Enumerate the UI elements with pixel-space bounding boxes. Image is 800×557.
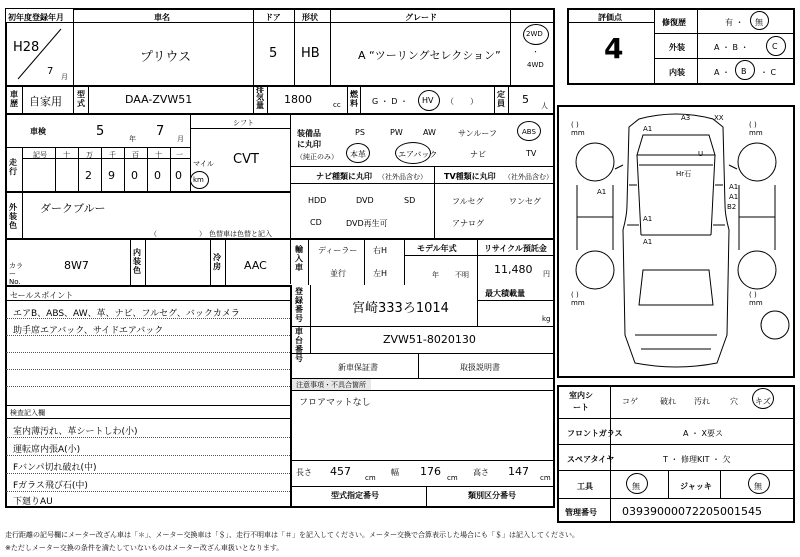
displacement-label: 排気量	[256, 85, 264, 110]
capacity-label: 定員	[497, 90, 505, 108]
fuel-options: G ・ D ・	[372, 97, 408, 106]
spare-tire-label: スペアタイヤ	[567, 455, 615, 464]
footer-note: 走行距離の記号欄にメーター改ざん車は「＊」、メーター交換車は「＄」、走行不明車は「＃」を記入してください。メーター交換で合算表示した場合にも「＄」は記入してください。	[5, 531, 579, 539]
tv-type-header: TV種類に丸印	[444, 172, 496, 181]
recycle-fee-unit: 円	[543, 270, 550, 278]
equipment-navi: ナビ	[470, 150, 486, 159]
tv-oneseg: ワンセグ	[509, 197, 541, 206]
score-label: 評価点	[598, 13, 622, 22]
navi-type-header: ナビ種類に丸印	[316, 172, 372, 181]
length-label: 長さ	[296, 468, 312, 477]
svg-text:mm: mm	[571, 299, 585, 307]
mileage-digit: 2	[85, 169, 92, 182]
length-unit: cm	[365, 474, 376, 482]
equipment-aw: AW	[423, 128, 436, 137]
drive-separator: ・	[532, 48, 539, 56]
shape-label: 形状	[302, 13, 318, 22]
svg-text:( ): ( )	[749, 291, 757, 299]
model-code-label: 型式	[77, 90, 85, 108]
exterior-options: A ・ B ・	[714, 43, 749, 52]
seat-selected: キズ	[755, 397, 771, 406]
navi-dvd-playback: DVD再生可	[346, 219, 388, 228]
first-registration-era-year: H28	[13, 40, 40, 55]
mileage-header-100k: 十	[63, 151, 70, 159]
repair-selected: 無	[755, 18, 763, 27]
equipment-sunroof: サンルーフ	[458, 129, 497, 138]
interior-color-label: 内装色	[133, 248, 141, 275]
sales-point-line: 助手席エアバック、サイドエアバック	[13, 326, 164, 336]
diagram-mark: Hr石	[676, 170, 692, 178]
score-value: 4	[604, 32, 624, 65]
inspector-note-line: 下廻りAU	[13, 497, 53, 507]
equipment-label-sub: （純正のみ）	[296, 153, 338, 161]
displacement-unit: cc	[333, 101, 341, 109]
max-load-unit: kg	[542, 315, 551, 323]
interior-grade-label: 内装	[669, 68, 685, 77]
air-conditioner-value: AAC	[244, 259, 267, 272]
tools-value: 無	[632, 482, 640, 491]
inspector-note-line: 運転席内張A(小)	[13, 445, 81, 455]
diagram-mark: B2	[727, 203, 737, 211]
height-unit: cm	[540, 474, 551, 482]
footer-note: ※ただしメーター交換の条件を満たしていないものはメーター改ざん車扱いとなります。	[5, 544, 284, 552]
diagram-mark: A3	[681, 114, 691, 122]
diagram-mark: A1	[729, 183, 739, 191]
first-registration-label: 初年度登録年月	[8, 13, 64, 22]
tv-type-header-sub: （社外品含む）	[504, 173, 553, 181]
recycle-fee-value: 11,480	[494, 263, 533, 276]
inspector-note-line: Fガラス飛び石(中)	[13, 481, 88, 491]
equipment-label: 装備品に丸印	[297, 129, 321, 149]
inspector-notes-label: 検査記入欄	[10, 409, 45, 417]
category-number-label: 類別区分番号	[468, 491, 516, 500]
tv-analog: アナログ	[452, 219, 484, 228]
sales-point-label: セールスポイント	[10, 291, 74, 300]
chassis-number-value: ZVW51-8020130	[383, 333, 476, 346]
mileage-header-code: 記号	[33, 151, 47, 159]
model-year-unknown: 不明	[455, 271, 469, 279]
inspection-label: 車検	[30, 127, 46, 136]
svg-text:( ): ( )	[749, 121, 757, 129]
mileage-header-100: 百	[132, 151, 139, 159]
shift-value: CVT	[233, 152, 259, 167]
mileage-label: 走行	[9, 158, 17, 176]
svg-text:mm: mm	[749, 299, 763, 307]
door-label: ドア	[265, 13, 281, 22]
exterior-color-label: 外装色	[9, 203, 17, 230]
interior-selected: B	[741, 67, 747, 76]
car-name-value: プリウス	[140, 50, 192, 65]
navi-sd: SD	[404, 196, 416, 205]
notes-value: フロアマットなし	[299, 398, 371, 408]
km-label: km	[193, 176, 204, 184]
equipment-leather: 本革	[350, 150, 366, 159]
grade-label: グレード	[405, 13, 437, 22]
color-change-note: 色替車は色替と記入	[209, 230, 272, 238]
type-designation-label: 型式指定番号	[331, 491, 379, 500]
management-number-value: 03939000072205001545	[622, 505, 762, 518]
fuel-other: （ ）	[446, 97, 478, 106]
inspection-year: 5	[96, 124, 105, 139]
notes-label: 注意事項・不具合箇所	[296, 381, 366, 389]
model-year-unit: 年	[432, 271, 439, 279]
mileage-header-1k: 千	[109, 151, 116, 159]
recycle-fee-label: リサイクル預託金	[484, 244, 547, 253]
seat-option-stain: 汚れ	[694, 397, 710, 406]
repair-history-label: 修復歴	[662, 18, 686, 27]
grade-value: A “ツーリングセレクション”	[358, 49, 501, 62]
color-code-value: 8W7	[64, 259, 89, 272]
tools-label: 工具	[577, 482, 593, 491]
exterior-color-value: ダークブルー	[40, 202, 106, 215]
diagram-mark: A1	[643, 215, 653, 223]
usage-label: 車歴	[10, 90, 18, 108]
equipment-pw: PW	[390, 128, 403, 137]
equipment-tv: TV	[526, 149, 537, 158]
navi-cd: CD	[310, 218, 322, 227]
length-value: 457	[330, 465, 351, 478]
jack-label: ジャッキ	[680, 482, 712, 491]
mileage-digit: 0	[175, 169, 182, 182]
windshield-label: フロントガラス	[567, 429, 623, 438]
jack-value: 無	[754, 482, 762, 491]
import-label: 輸入車	[295, 245, 303, 272]
diagram-mark: A1	[643, 125, 653, 133]
svg-text:mm: mm	[571, 129, 585, 137]
usage-value: 自家用	[29, 95, 62, 108]
door-count-value: 5	[269, 46, 278, 61]
mileage-digit: 0	[154, 169, 161, 182]
warranty-book: 新車保証書	[338, 363, 378, 372]
mileage-header-1: 一	[176, 151, 183, 159]
interior-option-a: A ・	[714, 68, 731, 77]
seat-option-burn: コゲ	[622, 397, 638, 406]
svg-text:( ): ( )	[571, 121, 579, 129]
import-dealer: ディーラー	[318, 246, 358, 255]
steering-left: 左H	[373, 269, 388, 278]
exterior-grade-label: 外装	[669, 43, 685, 52]
navi-type-header-sub: （社外品含む）	[378, 173, 427, 181]
drive-2wd-label: 2WD	[526, 30, 543, 38]
equipment-abs: ABS	[522, 128, 536, 136]
svg-text:mm: mm	[749, 129, 763, 137]
mileage-digit: 9	[108, 169, 115, 182]
diagram-mark: A1	[597, 188, 607, 196]
diagram-mark: U	[698, 150, 704, 158]
width-value: 176	[420, 465, 441, 478]
month-unit: 月	[61, 73, 68, 81]
model-code-value: DAA-ZVW51	[125, 93, 193, 106]
mileage-header-10k: 万	[86, 151, 93, 159]
registration-number-label: 登録番号	[295, 287, 303, 323]
navi-hdd: HDD	[308, 196, 327, 205]
steering-right: 右H	[373, 246, 388, 255]
mile-label: マイル	[193, 160, 214, 168]
car-name-label: 車名	[154, 13, 170, 22]
first-registration-month: 7	[47, 66, 54, 77]
navi-dvd: DVD	[356, 196, 374, 205]
exterior-selected: C	[772, 42, 778, 51]
equipment-ps: PS	[355, 128, 365, 137]
inspection-month-unit: 月	[177, 135, 184, 143]
capacity-unit: 人	[541, 102, 548, 110]
diagram-mark: A1	[729, 193, 739, 201]
max-load-label: 最大積載量	[485, 289, 525, 298]
spare-tire-value: T ・ 修理KIT ・ 欠	[663, 455, 731, 464]
interior-option-c: ・ C	[760, 68, 777, 77]
seat-option-hole: 穴	[730, 397, 738, 406]
inspection-year-unit: 年	[129, 135, 136, 143]
fuel-hv-label: HV	[422, 96, 434, 105]
displacement-value: 1800	[284, 93, 312, 106]
mileage-header-10: 十	[155, 151, 162, 159]
height-label: 高さ	[473, 468, 489, 477]
car-diagram	[557, 105, 795, 378]
windshield-value: A ・ X要ス	[683, 429, 724, 438]
diagram-mark: A1	[643, 238, 653, 246]
seat-option-tear: 破れ	[660, 397, 676, 406]
svg-text:( ): ( )	[571, 291, 579, 299]
model-year-label: モデル年式	[417, 244, 457, 253]
fuel-label: 燃料	[350, 90, 358, 108]
height-value: 147	[508, 465, 529, 478]
owner-manual: 取扱説明書	[460, 363, 500, 372]
tv-fullseg: フルセグ	[452, 197, 484, 206]
air-conditioner-label: 冷房	[213, 253, 221, 271]
import-parallel: 並行	[330, 269, 346, 278]
width-label: 幅	[391, 468, 399, 477]
shift-label: シフト	[233, 119, 254, 127]
diagram-mark: XX	[714, 114, 724, 122]
inspector-note-line: 室内薄汚れ、革シートしわ(小)	[13, 427, 138, 437]
mileage-digit: 0	[131, 169, 138, 182]
chassis-number-label: 車台番号	[295, 327, 303, 363]
registration-number-value: 宮崎333ろ1014	[352, 301, 449, 316]
capacity-value: 5	[522, 93, 529, 106]
inspection-month: 7	[156, 124, 165, 139]
sales-point-line: エアB、ABS、AW、革、ナビ、フルセグ、バックカメラ	[13, 309, 240, 319]
equipment-airbag: エアバック	[398, 150, 438, 159]
inspector-note-line: Fバンパ切れ破れ(中)	[13, 463, 97, 473]
width-unit: cm	[447, 474, 458, 482]
color-code-label: カラーNo.	[9, 262, 23, 286]
repair-options: 有 ・	[725, 18, 744, 27]
interior-seat-label: 室内シート	[569, 391, 593, 412]
management-number-label: 管理番号	[565, 508, 597, 517]
drive-4wd-label: 4WD	[527, 61, 544, 69]
color-change-paren: （ ）	[150, 230, 206, 238]
body-shape-value: HB	[301, 46, 320, 61]
